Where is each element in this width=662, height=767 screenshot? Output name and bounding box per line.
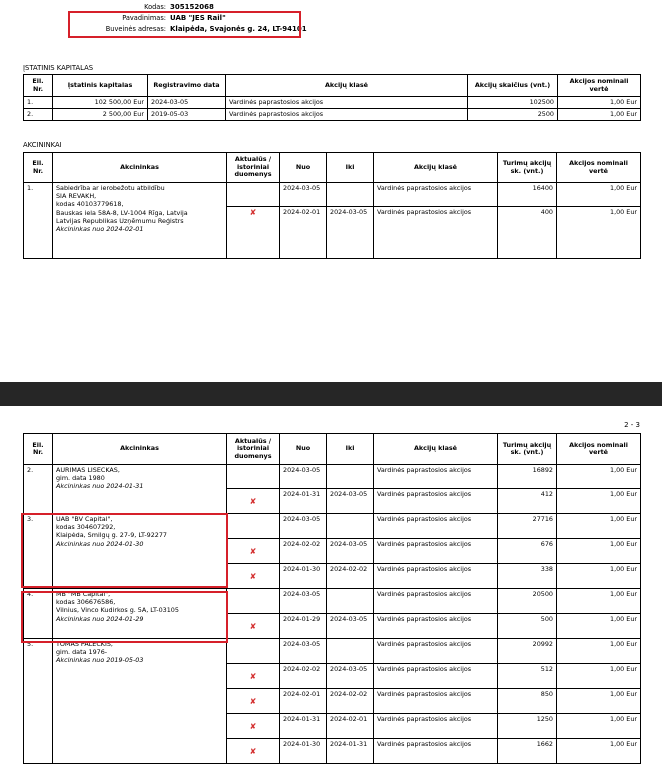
col-header: Akcininkas	[53, 434, 227, 465]
history-mark	[227, 589, 280, 614]
shareholder-line: Bauskas iela 58A-8, LV-1004 Rīga, Latvija	[56, 208, 188, 217]
row-number: 3.	[24, 514, 53, 589]
cell: Vardinės paprastosios akcijos	[374, 614, 498, 639]
col-header: Įstatinis kapitalas	[53, 75, 148, 97]
shareholder-since: Akcininkas nuo 2024-02-01	[56, 225, 144, 234]
shareholders-table	[23, 152, 641, 259]
col-header: Eil. Nr.	[24, 434, 53, 465]
cell: 2024-02-02	[280, 539, 327, 564]
cell: 1,00 Eur	[557, 564, 641, 589]
cell: 1,00 Eur	[557, 664, 641, 689]
shareholder-since: Akcininkas nuo 2024-01-31	[56, 482, 144, 491]
cell: 2019-05-03	[148, 109, 226, 121]
shareholder-line: Klaipėda, Smilgų g. 27-9, LT-92277	[56, 531, 167, 540]
shareholder-line: SIA REVAKH,	[56, 192, 97, 201]
col-header: Turimų akcijų sk. (vnt.)	[498, 153, 557, 183]
col-header: Registravimo data	[148, 75, 226, 97]
shareholder-info	[53, 183, 227, 259]
cell	[327, 183, 374, 207]
cell: 1,00 Eur	[557, 639, 641, 664]
shareholder-line: kodas 40103779618,	[56, 200, 124, 209]
cell: 16892	[498, 465, 557, 489]
cell: 400	[498, 207, 557, 259]
history-mark: ✘	[227, 207, 280, 259]
kodas-label: Kodas:	[144, 3, 166, 11]
cell: 2024-01-29	[280, 614, 327, 639]
cell: 1662	[498, 739, 557, 764]
cell: 500	[498, 614, 557, 639]
shareholder-line: kodas 304607292,	[56, 523, 116, 532]
cell	[327, 465, 374, 489]
company-name: UAB "JES Rail"	[170, 14, 226, 22]
cell: 2024-03-05	[280, 639, 327, 664]
cell: 1,00 Eur	[558, 109, 641, 121]
cell: Vardinės paprastosios akcijos	[374, 664, 498, 689]
cell: 1,00 Eur	[557, 539, 641, 564]
cell: 1,00 Eur	[557, 465, 641, 489]
cell: 2024-02-01	[280, 207, 327, 259]
cell: 2024-03-05	[327, 207, 374, 259]
cell	[327, 514, 374, 539]
cell: 20500	[498, 589, 557, 614]
row-number: 1.	[24, 183, 53, 259]
cell: 16400	[498, 183, 557, 207]
cell: 1,00 Eur	[557, 489, 641, 514]
cell: 1,00 Eur	[557, 183, 641, 207]
cell: Vardinės paprastosios akcijos	[374, 689, 498, 714]
cell: 2024-03-05	[327, 614, 374, 639]
cell: Vardinės paprastosios akcijos	[226, 109, 468, 121]
cell: 2024-01-31	[327, 739, 374, 764]
cell: Vardinės paprastosios akcijos	[374, 739, 498, 764]
table-row	[24, 109, 641, 121]
col-header: Turimų akcijų sk. (vnt.)	[498, 434, 557, 465]
cell: Vardinės paprastosios akcijos	[226, 97, 468, 109]
shareholder-line: kodas 306676586,	[56, 598, 116, 607]
capital-section-title: ĮSTATINIS KAPITALAS	[23, 64, 94, 72]
col-header: Akcijų klasė	[374, 434, 498, 465]
col-header: Eil. Nr.	[24, 153, 53, 183]
cell: 338	[498, 564, 557, 589]
cell: 2024-02-02	[327, 689, 374, 714]
col-header: Aktualūs / istoriniai duomenys	[227, 434, 280, 465]
cell: Vardinės paprastosios akcijos	[374, 539, 498, 564]
cell: 2024-02-01	[327, 714, 374, 739]
col-header: Akcininkas	[53, 153, 227, 183]
cell: 2024-02-02	[280, 664, 327, 689]
shareholder-info	[53, 465, 227, 514]
cell: 2024-01-31	[280, 714, 327, 739]
cell: 2024-03-05	[327, 489, 374, 514]
cell	[327, 639, 374, 664]
cell: 2024-03-05	[280, 183, 327, 207]
history-mark	[227, 465, 280, 489]
col-header: Nuo	[280, 434, 327, 465]
cell: 2 500,00 Eur	[53, 109, 148, 121]
cell: Vardinės paprastosios akcijos	[374, 564, 498, 589]
cell: 1,00 Eur	[557, 514, 641, 539]
history-mark: ✘	[227, 614, 280, 639]
kodas-value: 305152068	[170, 3, 214, 11]
cell: 1.	[24, 97, 53, 109]
page-separator	[0, 382, 662, 406]
address-label: Buveinės adresas:	[105, 25, 166, 33]
col-header: Iki	[327, 434, 374, 465]
cell: 2024-03-05	[327, 539, 374, 564]
highlight-box-company	[68, 11, 301, 38]
cell: 850	[498, 689, 557, 714]
cell: Vardinės paprastosios akcijos	[374, 714, 498, 739]
cell: 2024-02-01	[280, 689, 327, 714]
cell: Vardinės paprastosios akcijos	[374, 489, 498, 514]
cell: 1,00 Eur	[557, 589, 641, 614]
col-header: Iki	[327, 153, 374, 183]
cell: Vardinės paprastosios akcijos	[374, 589, 498, 614]
history-mark: ✘	[227, 664, 280, 689]
col-header: Akcijos nominali vertė	[557, 434, 641, 465]
shareholder-line: Latvijas Republikas Uzņēmumu Reģistrs	[56, 216, 184, 225]
capital-table	[23, 74, 641, 121]
table-row	[24, 183, 641, 207]
cell: 1,00 Eur	[557, 689, 641, 714]
cell: 1,00 Eur	[557, 207, 641, 259]
history-mark: ✘	[227, 739, 280, 764]
cell: 102 500,00 Eur	[53, 97, 148, 109]
history-mark: ✘	[227, 539, 280, 564]
col-header: Eil. Nr.	[24, 75, 53, 97]
shareholder-line: Sabiedrība ar ierobežotu atbildību	[56, 184, 165, 192]
row-number: 5.	[24, 639, 53, 764]
cell: Vardinės paprastosios akcijos	[374, 465, 498, 489]
cell: 2024-03-05	[280, 465, 327, 489]
history-mark	[227, 639, 280, 664]
shareholder-line: gim. data 1976-	[56, 648, 108, 657]
table-row	[24, 97, 641, 109]
cell: 102500	[468, 97, 558, 109]
cell	[327, 589, 374, 614]
shareholder-line: Vilnius, Vinco Kudirkos g. 5A, LT-03105	[56, 606, 179, 615]
cell: 512	[498, 664, 557, 689]
cell: 2024-03-05	[280, 514, 327, 539]
cell: 2024-03-05	[148, 97, 226, 109]
col-header: Akcijos nominali vertė	[558, 75, 641, 97]
cell: Vardinės paprastosios akcijos	[374, 514, 498, 539]
cell: 2024-01-31	[280, 489, 327, 514]
shareholder-info	[53, 639, 227, 764]
cell: 20992	[498, 639, 557, 664]
col-header: Akcijų klasė	[374, 153, 498, 183]
cell: 1,00 Eur	[557, 614, 641, 639]
cell: 1,00 Eur	[558, 97, 641, 109]
cell: 2024-01-30	[280, 564, 327, 589]
page-number: 2 - 3	[624, 421, 640, 429]
col-header: Aktualūs / istoriniai duomenys	[227, 153, 280, 183]
shareholder-line: gim. data 1980	[56, 474, 105, 483]
col-header: Akcijų skaičius (vnt.)	[468, 75, 558, 97]
col-header: Akcijų klasė	[226, 75, 468, 97]
history-mark: ✘	[227, 689, 280, 714]
cell: 1,00 Eur	[557, 739, 641, 764]
history-mark: ✘	[227, 714, 280, 739]
shareholder-line: UAB "BV Capital",	[56, 515, 113, 523]
company-address: Klaipėda, Svajonės g. 24, LT-94101	[170, 25, 307, 33]
table-row	[24, 465, 641, 489]
history-mark	[227, 183, 280, 207]
shareholder-line: TOMAS PALECKIS,	[56, 640, 113, 648]
cell: 1250	[498, 714, 557, 739]
shareholders-section-title: AKCININKAI	[23, 141, 62, 149]
shareholder-line: MB "MB Capital",	[56, 590, 111, 598]
row-number: 4.	[24, 589, 53, 639]
cell: 2024-01-30	[280, 739, 327, 764]
shareholder-since: Akcininkas nuo 2024-01-29	[56, 614, 144, 623]
highlight-box-shareholder-4	[21, 591, 228, 643]
cell: 412	[498, 489, 557, 514]
cell: 2024-03-05	[280, 589, 327, 614]
cell: 676	[498, 539, 557, 564]
highlight-box-shareholder-3	[21, 513, 228, 588]
history-mark	[227, 514, 280, 539]
shareholder-line: AURIMAS LISECKAS,	[56, 466, 120, 474]
name-label: Pavadinimas:	[122, 14, 166, 22]
cell: 2024-03-05	[327, 664, 374, 689]
cell: 1,00 Eur	[557, 714, 641, 739]
cell: 27716	[498, 514, 557, 539]
cell: 2.	[24, 109, 53, 121]
history-mark: ✘	[227, 564, 280, 589]
shareholder-since: Akcininkas nuo 2019-05-03	[56, 656, 144, 665]
cell: 2024-02-02	[327, 564, 374, 589]
shareholder-since: Akcininkas nuo 2024-01-30	[56, 539, 144, 548]
col-header: Nuo	[280, 153, 327, 183]
history-mark: ✘	[227, 489, 280, 514]
col-header: Akcijos nominali vertė	[557, 153, 641, 183]
cell: 2500	[468, 109, 558, 121]
cell: Vardinės paprastosios akcijos	[374, 639, 498, 664]
cell: Vardinės paprastosios akcijos	[374, 207, 498, 259]
cell: Vardinės paprastosios akcijos	[374, 183, 498, 207]
row-number: 2.	[24, 465, 53, 514]
